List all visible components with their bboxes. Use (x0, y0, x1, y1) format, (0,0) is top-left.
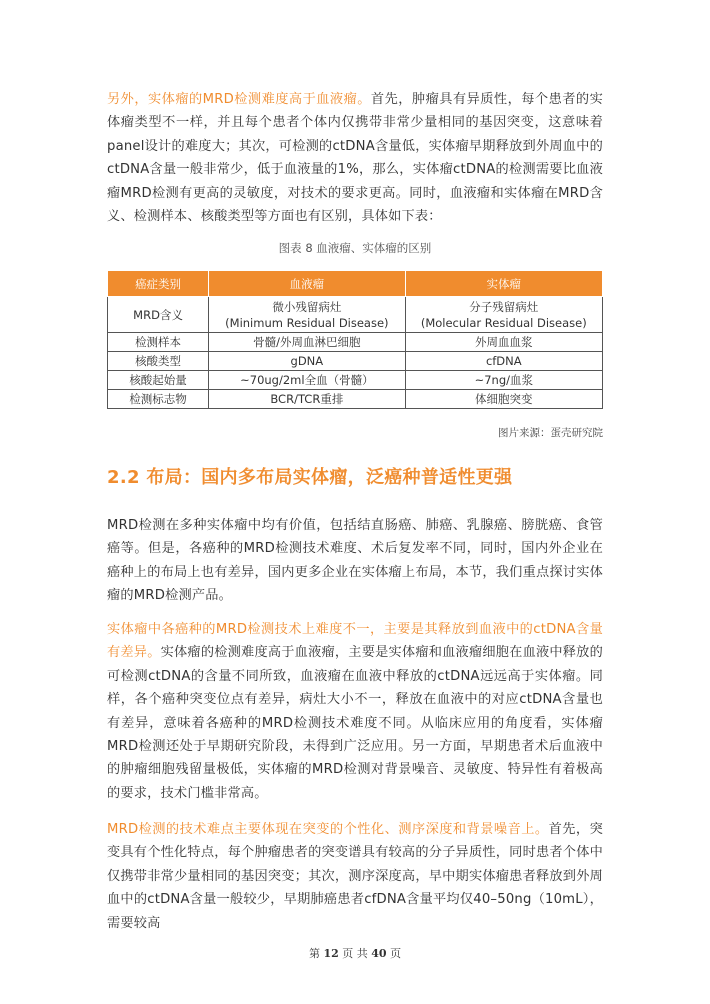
footer-prefix: 第 (308, 947, 320, 960)
current-page-number: 12 (323, 947, 339, 960)
total-page-number: 40 (371, 947, 387, 960)
paragraph-difficulty (107, 618, 603, 805)
header-cancer-category: 癌症类别 (108, 271, 209, 297)
section-title: 2.2 布局：国内多布局实体瘤，泛癌种普适性更强 (107, 467, 513, 488)
footer-middle: 页 共 (342, 947, 368, 960)
cell-blood-line2: (Minimum Residual Disease) (225, 315, 389, 330)
row-label: MRD含义 (108, 297, 209, 333)
paragraph-body: 首先，突变具有个性化特点，每个肿瘤患者的突变谱具有较高的分子异质性，同时患者个体中仅携带非常少量相同的基因突变；其次，测序深度高，早中期实体瘤患者释放到外周血中的ctDNA含量一般较少，早期肺癌患者cfDNA含量平均仅40–50ng（10mL），需要较高 (107, 822, 603, 931)
table-row (108, 352, 603, 371)
paragraph-solid-vs-blood (107, 88, 603, 228)
header-solid-tumor: 实体瘤 (405, 271, 602, 297)
cell-blood: gDNA (209, 352, 405, 371)
footer-suffix: 页 (390, 947, 402, 960)
table-row (108, 297, 603, 333)
image-source: 图片来源：蛋壳研究院 (498, 427, 603, 439)
page-footer (0, 945, 710, 961)
paragraph-technical-challenges (107, 818, 603, 935)
comparison-table (107, 270, 603, 409)
row-label: 检测样本 (108, 333, 209, 352)
cell-solid (405, 297, 602, 333)
cell-solid: cfDNA (405, 352, 602, 371)
table-row (108, 333, 603, 352)
highlight-sentence: MRD检测的技术难点主要体现在突变的个性化、测序深度和背景噪音上。 (107, 822, 549, 837)
cell-solid: 外周血血浆 (405, 333, 602, 352)
cell-blood: BCR/TCR重排 (209, 390, 405, 409)
table-header-row (108, 271, 603, 297)
cell-blood-line1: 微小残留病灶 (272, 299, 342, 314)
highlight-sentence: 另外，实体瘤的MRD检测难度高于血液瘤。 (107, 92, 371, 107)
row-label: 核酸起始量 (108, 371, 209, 390)
highlight-sentence: 实体瘤中各癌种的MRD检测技术上难度不一，主要是其释放到血液中的ctDNA含量有差异。 (107, 622, 603, 661)
cell-blood: ~70ug/2ml全血（骨髓） (209, 371, 405, 390)
row-label: 检测标志物 (108, 390, 209, 409)
paragraph-body: 实体瘤的检测难度高于血液瘤，主要是实体瘤和血液瘤细胞在血液中释放的可检测ctDNA的含量不同所致，血液瘤在血液中释放的ctDNA远远高于实体瘤。同样，各个癌种突变位点有差异，病灶大小不一，释放在血液中的对应ctDNA含量也有差异，意味着各癌种的MRD检测技术难度不同。从临床应用的角度看，实体瘤MRD检测还处于早期研究阶段，未得到广泛应用。另一方面，早期患者术后血液中的肿瘤细胞残留量极低，实体瘤的MRD检测对背景噪音、灵敏度、特异性有着极高的要求，技术门槛非常高。 (107, 645, 603, 801)
paragraph-layout-intro: MRD检测在多种实体瘤中均有价值，包括结直肠癌、肺癌、乳腺癌、膀胱癌、食管癌等。但是，各癌种的MRD检测技术难度、术后复发率不同，同时，国内外企业在癌种上的布局上也有差异，国内更多企业在实体瘤上布局，本节，我们重点探讨实体瘤的MRD检测产品。 (107, 518, 603, 604)
paragraph-body: 首先，肿瘤具有异质性，每个患者的实体瘤类型不一样，并且每个患者个体内仅携带非常少量相同的基因突变，这意味着panel设计的难度大；其次，可检测的ctDNA含量低，实体瘤早期释放到外周血中的ctDNA含量一般非常少，低于血液量的1%，那么，实体瘤ctDNA的检测需要比血液瘤MRD检测有更高的灵敏度，对技术的要求更高。同时，血液瘤和实体瘤在MRD含义、检测样本、核酸类型等方面也有区别，具体如下表： (107, 92, 603, 225)
table-row (108, 371, 603, 390)
cell-solid-line2: (Molecular Residual Disease) (420, 315, 587, 330)
table-caption: 图表 8 血液瘤、实体瘤的区别 (278, 241, 432, 255)
cell-solid-line1: 分子残留病灶 (469, 299, 539, 314)
cell-solid: ~7ng/血浆 (405, 371, 602, 390)
cell-blood: 骨髓/外周血淋巴细胞 (209, 333, 405, 352)
table-row (108, 390, 603, 409)
cell-solid: 体细胞突变 (405, 390, 602, 409)
header-blood-cancer: 血液瘤 (209, 271, 405, 297)
cell-blood (209, 297, 405, 333)
row-label: 核酸类型 (108, 352, 209, 371)
